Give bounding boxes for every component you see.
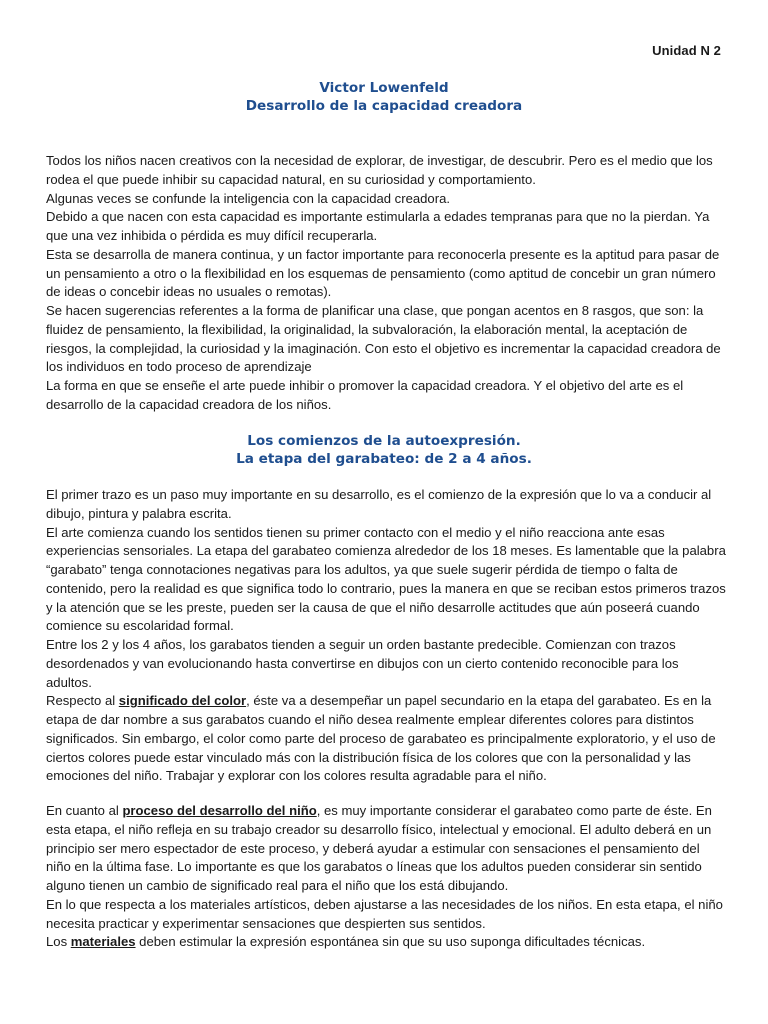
paragraph: El primer trazo es un paso muy importante en su desarrollo, es el comienzo de la expresión que lo va a conducir al dibujo, pintura y palabra escrita. bbox=[46, 487, 712, 521]
text-run: Respecto al bbox=[46, 693, 119, 709]
section-heading bbox=[0, 432, 768, 468]
unit-label: Unidad N 2 bbox=[652, 43, 721, 58]
title-line-author: Victor Lowenfeld bbox=[319, 80, 449, 96]
paragraph: La forma en que se enseñe el arte puede inhibir o promover la capacidad creadora. Y el objetivo del arte es el desarrollo de la capacidad creadora de los niños. bbox=[46, 378, 684, 412]
paragraph bbox=[46, 802, 726, 896]
text-run: Los bbox=[46, 934, 71, 950]
text-run: En cuanto al bbox=[46, 803, 123, 818]
paragraph: Esta se desarrolla de manera continua, y un factor importante para reconocerla presente es la aptitud para pasar de un pensamiento a otro o la flexibilidad en los esquemas de pensamiento (como aptitud de concebir un gran número de ideas o concebir ideas no usuales o remotas). bbox=[46, 246, 720, 300]
document-title bbox=[0, 79, 768, 115]
text-run: , éste va a desempeñar un papel secundario en la etapa del garabateo. Es en la etapa de dar nombre a sus garabatos cuando el niño desea realmente emplear diferentes colores para distintos significados. Sin embargo, el color como parte del proceso de garabateo es principalmente exploratorio, y el uso de ciertos colores puede estar vinculado más con la distribución física de los colores que con la personalidad y las emociones del niño. Trabajar y explorar con los colores resulta agradable para el niño. bbox=[46, 693, 716, 784]
paragraph: Se hacen sugerencias referentes a la forma de planificar una clase, que pongan acentos en 8 rasgos, que son: la fluidez de pensamiento, la flexibilidad, la originalidad, la subvaloración, la elaboración mental, la aceptación de riesgos, la complejidad, la curiosidad y la imaginación. Con esto el objetivo es incrementar la capacidad creadora de los individuos en todo proceso de aprendizaje bbox=[46, 303, 721, 375]
paragraph: Debido a que nacen con esta capacidad es importante estimularla a edades tempranas para que no la pierdan. Ya que una vez inhibida o pérdida es muy difícil recuperarla. bbox=[46, 209, 710, 243]
paragraph: El arte comienza cuando los sentidos tienen su primer contacto con el medio y el niño reacciona ante esas experiencias sensoriales. La etapa del garabateo comienza alrededor de los 18 meses. Es lamentable que la palabra “garabato” tenga connotaciones negativas para los adultos, ya que suele sugerir pérdida de tiempo o falta de contenido, pero la realidad es que significa todo lo contrario, pues la manera en que se reciban estos primeros trazos y la atención que se les preste, pueden ser la causa de que el niño desarrolle actitudes que aún poseerá cuando comience su escolaridad formal. bbox=[46, 524, 726, 634]
paragraph: En lo que respecta a los materiales artísticos, deben ajustarse a las necesidades de los niños. En esta etapa, el niño necesita practicar y experimentar sensaciones que despierten sus sentidos. bbox=[46, 896, 723, 931]
underlined-term-color: significado del color bbox=[118, 693, 247, 709]
paragraph: Algunas veces se confunde la inteligencia con la capacidad creadora. bbox=[46, 190, 450, 206]
paragraph: Todos los niños nacen creativos con la necesidad de explorar, de investigar, de descubrir. Pero es el medio que los rodea el que puede inhibir su capacidad natural, en su curiosidad y comportamiento. bbox=[46, 153, 713, 187]
underlined-term-materials: materiales bbox=[70, 934, 136, 950]
text-run: deben estimular la expresión espontánea sin que su uso suponga dificultades técnicas. bbox=[135, 934, 646, 950]
paragraph bbox=[46, 933, 726, 952]
paragraph: Entre los 2 y los 4 años, los garabatos tienden a seguir un orden bastante predecible. Comienzan con trazos desordenados y van evolucionando hasta convertirse en dibujos con un cierto contenido reconocible para los adultos. bbox=[46, 637, 679, 690]
section-intro bbox=[46, 152, 726, 415]
text-run: , es muy importante considerar el garabateo como parte de éste. En esta etapa, el niño refleja en su trabajo creador su desarrollo físico, intelectual y emocional. El adulto deberá en un principio ser mero espectador de este proceso, y deberá ayudar a estimular con sensaciones el pensamiento del niño en la última fase. Lo importante es que los garabatos o líneas que los adultos pueden considerar sin sentido alguno tienen un cambio de significado real para el niño que los está dibujando. bbox=[46, 803, 712, 893]
section-heading-line2: La etapa del garabateo: de 2 a 4 años. bbox=[236, 451, 532, 467]
paragraph bbox=[46, 692, 726, 786]
underlined-term-development: proceso del desarrollo del niño bbox=[122, 803, 317, 818]
section-heading-line1: Los comienzos de la autoexpresión. bbox=[247, 433, 521, 449]
section-scribbling bbox=[46, 486, 726, 786]
title-line-topic: Desarrollo de la capacidad creadora bbox=[245, 98, 523, 114]
section-development bbox=[46, 802, 726, 952]
